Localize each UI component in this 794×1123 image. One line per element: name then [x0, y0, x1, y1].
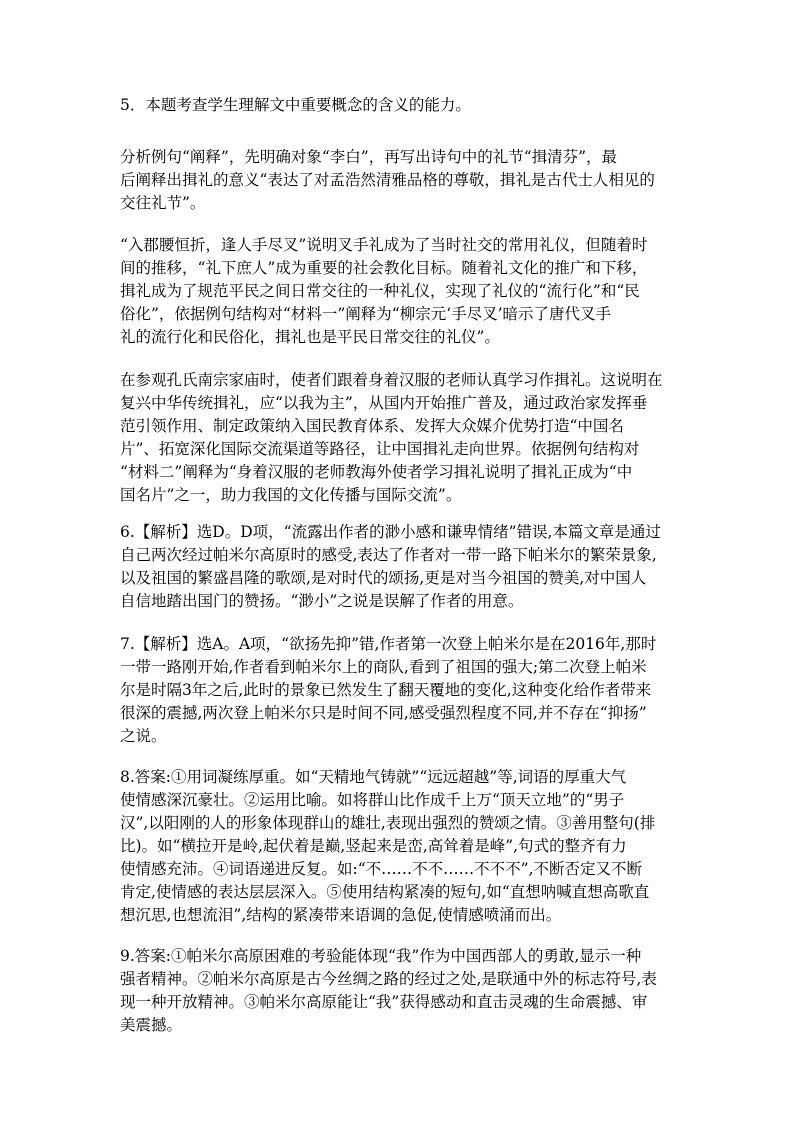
- text-line: 范引领作用、制定政策纳入国民教育体系、发挥大众媒介优势打造“中国名: [120, 417, 624, 435]
- text-line: 肯定,使情感的表达层层深入。⑤使用结构紧凑的短句,如“直想呐喊直想高歌直: [120, 883, 650, 901]
- text-line: 汉”,以阳刚的人的形象体现群山的雄壮,表现出强烈的赞颂之情。③善用整句(排: [120, 814, 656, 832]
- paragraph-material-two: [120, 369, 676, 507]
- text-line: 比)。如“横拉开是岭,起伏着是巅,竖起来是峦,高耸着是峰”,句式的整齐有力: [120, 837, 627, 855]
- text-line: 想沉思,也想流泪”,结构的紧凑带来语调的急促,使情感喷涌而出。: [120, 906, 562, 924]
- text-line: 揖礼成为了规范平民之间日常交往的一种礼仪，实现了礼仪的“流行化”和“民: [120, 282, 640, 300]
- text-line: 5．本题考查学生理解文中重要概念的含义的能力。: [120, 96, 471, 114]
- text-line: 复兴中华传统揖礼，应“以我为主”，从国内开始推广普及，通过政治家发挥垂: [120, 394, 648, 412]
- text-line: 以及祖国的繁盛昌隆的歌颂,是对时代的颂扬,更是对当今祖国的赞美,对中国人: [120, 569, 647, 587]
- paragraph-question-8: [120, 766, 676, 927]
- paragraph-material-one: [120, 234, 676, 349]
- text-line: 美震撼。: [120, 1016, 183, 1034]
- text-line: 国名片”之一，助力我国的文化传播与国际交流”。: [120, 486, 462, 504]
- text-line: 后阐释出揖礼的意义“表达了对孟浩然清雅品格的尊敬，揖礼是古代士人相见的: [120, 171, 655, 189]
- text-line: 自己两次经过帕米尔高原时的感受,表达了作者对一带一路下帕米尔的繁荣景象,: [120, 546, 657, 564]
- text-line: 强者精神。②帕米尔高原是古今丝绸之路的经过之处,是联通中外的标志符号,表: [120, 970, 657, 988]
- text-line: 在参观孔氏南宗家庙时，使者们跟着身着汉服的老师认真学习作揖礼。这说明在: [120, 371, 663, 389]
- paragraph-question-6: [120, 521, 676, 613]
- paragraph-question-7: [120, 633, 676, 748]
- text-line: 尔是时隔3年之后,此时的景象已然发生了翻天覆地的变化,这种变化给作者带来: [120, 681, 652, 699]
- text-line: 礼的流行化和民俗化，揖礼也是平民日常交往的礼仪”。: [120, 328, 500, 346]
- text-line: 8.答案:①用词凝练厚重。如“天精地气铸就”“远远超越”等,词语的厚重大气: [120, 768, 627, 786]
- text-line: 很深的震撼,两次登上帕米尔只是时间不同,感受强烈程度不同,并不存在“抑扬”: [120, 704, 647, 722]
- text-line: “材料二”阐释为“身着汉服的老师教海外使者学习揖礼说明了揖礼正成为“中: [120, 463, 633, 481]
- text-line: 9.答案:①帕米尔高原困难的考验能体现“我”作为中国西部人的勇敢,显示一种: [120, 947, 642, 965]
- paragraph-question-9: [120, 945, 676, 1037]
- text-line: 6.【解析】选D。D项，“流露出作者的渺小感和谦卑情绪”错误,本篇文章是通过: [120, 523, 661, 541]
- text-line: 自信地踏出国门的赞扬。“渺小”之说是误解了作者的用意。: [120, 592, 524, 610]
- text-line: 俗化”，依据例句结构对“材料一”阐释为“柳宗元‘手尽叉’暗示了唐代叉手: [120, 305, 612, 323]
- text-line: 7.【解析】选A。A项，“欲扬先抑”错,作者第一次登上帕米尔是在2016年,那时: [120, 635, 657, 653]
- text-line: 间的推移，“礼下庶人”成为重要的社会教化目标。随着礼文化的推广和下移，: [120, 259, 648, 277]
- text-line: 使情感深沉豪壮。②运用比喻。如将群山比作成千上万“顶天立地”的“男子: [120, 791, 625, 809]
- text-line: 一带一路刚开始,作者看到帕米尔上的商队,看到了祖国的强大;第二次登上帕米: [120, 658, 647, 676]
- text-line: 现一种开放精神。③帕米尔高原能让“我”获得感动和直击灵魂的生命震撼、审: [120, 993, 648, 1011]
- paragraph-analysis-example: [120, 146, 676, 215]
- text-line: 使情感充沛。④词语递进反复。如:“不……不不……不不不”,不断否定又不断: [120, 860, 642, 878]
- text-line: “入郡腰恒折，逢人手尽叉”说明叉手礼成为了当时社交的常用礼仪，但随着时: [120, 236, 648, 254]
- paragraph-question-5: [120, 94, 676, 117]
- text-line: 片”、拓宽深化国际交流渠道等路径，让中国揖礼走向世界。依据例句结构对: [120, 440, 640, 458]
- text-line: 分析例句“阐释”，先明确对象“李白”，再写出诗句中的礼节“揖清芬”，最: [120, 148, 618, 166]
- text-line: 之说。: [120, 727, 167, 745]
- text-line: 交往礼节”。: [120, 194, 206, 212]
